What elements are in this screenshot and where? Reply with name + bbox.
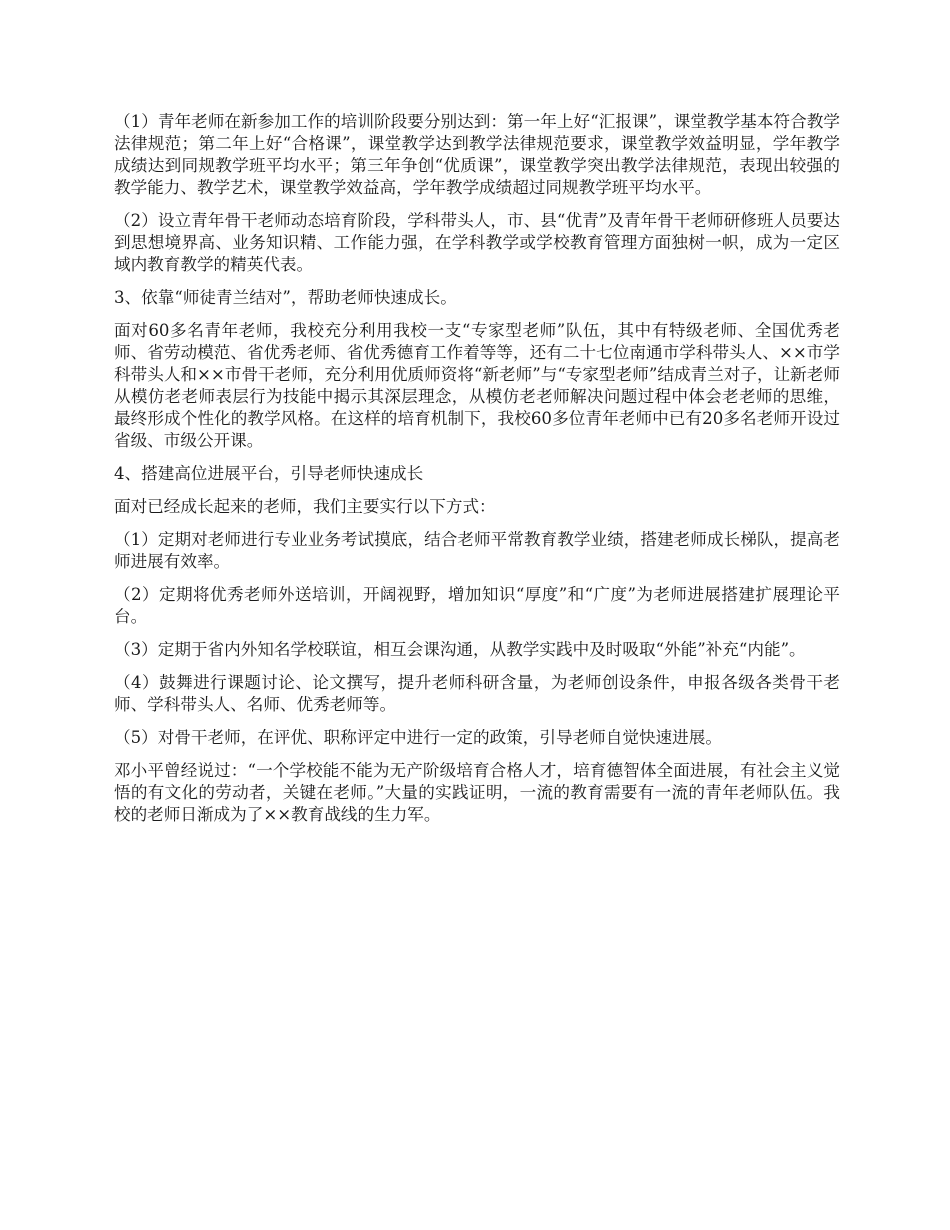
heading-development-platform: 4、搭建高位进展平台，引导老师快速成长 [114, 464, 424, 483]
paragraph-methods-intro: 面对已经成长起来的老师，我们主要实行以下方式： [114, 497, 496, 516]
paragraph-conclusion: 邓小平曾经说过：“一个学校能不能为无产阶级培育合格人才，培育德智体全面进展，有社会主义觉悟的有文化的劳动者，关键在老师。”大量的实践证明，一流的教育需要有一流的青年老师队伍。我校的老师日渐成为了××教育战线的生力军。 [114, 761, 840, 824]
paragraph-backbone-teacher-stage: （2）设立青年骨干老师动态培育阶段，学科带头人，市、县“优青”及青年骨干老师研修班人员要达到思想境界高、业务知识精、工作能力强，在学科教学或学校教育管理方面独树一帜，成为一定区域内教育教学的精英代表。 [114, 211, 840, 274]
paragraph-method-2: （2）定期将优秀老师外送培训，开阔视野，增加知识“厚度”和“广度”为老师进展搭建扩展理论平台。 [114, 585, 840, 626]
paragraph-method-5: （5）对骨干老师，在评优、职称评定中进行一定的政策，引导老师自觉快速进展。 [114, 728, 722, 747]
paragraph-method-1: （1）定期对老师进行专业业务考试摸底，结合老师平常教育教学业绩，搭建老师成长梯队，提高老师进展有效率。 [114, 530, 840, 571]
paragraph-young-teacher-stages: （1）青年老师在新参加工作的培训阶段要分别达到：第一年上好“汇报课”，课堂教学基本符合教学法律规范；第二年上好“合格课”，课堂教学达到教学法律规范要求，课堂教学效益明显，学年教学成绩达到同规教学班平均水平；第三年争创“优质课”，课堂教学突出教学法律规范，表现出较强的教学能力、教学艺术，课堂教学效益高，学年教学成绩超过同规教学班平均水平。 [114, 112, 840, 197]
heading-mentor-pairing: 3、依靠“师徒青兰结对”，帮助老师快速成长。 [114, 288, 457, 307]
paragraph-mentor-pairing: 面对60多名青年老师，我校充分利用我校一支“专家型老师”队伍，其中有特级老师、全国优秀老师、省劳动模范、省优秀老师、省优秀德育工作着等等，还有二十七位南通市学科带头人、××市学科带头人和××市骨干老师，充分利用优质师资将“新老师”与“专家型老师”结成青兰对子，让新老师从模仿老老师表层行为技能中揭示其深层理念，从模仿老老师解决问题过程中体会老老师的思维，最终形成个性化的教学风格。在这样的培育机制下，我校60多位青年老师中已有20多名老师开设过省级、市级公开课。 [114, 321, 840, 450]
paragraph-method-4: （4）鼓舞进行课题讨论、论文撰写，提升老师科研含量，为老师创设条件，申报各级各类骨干老师、学科带头人、名师、优秀老师等。 [114, 673, 840, 714]
paragraph-method-3: （3）定期于省内外知名学校联谊，相互会课沟通，从教学实践中及时吸取“外能”补充“内能”。 [114, 640, 806, 659]
document-body [114, 111, 840, 837]
